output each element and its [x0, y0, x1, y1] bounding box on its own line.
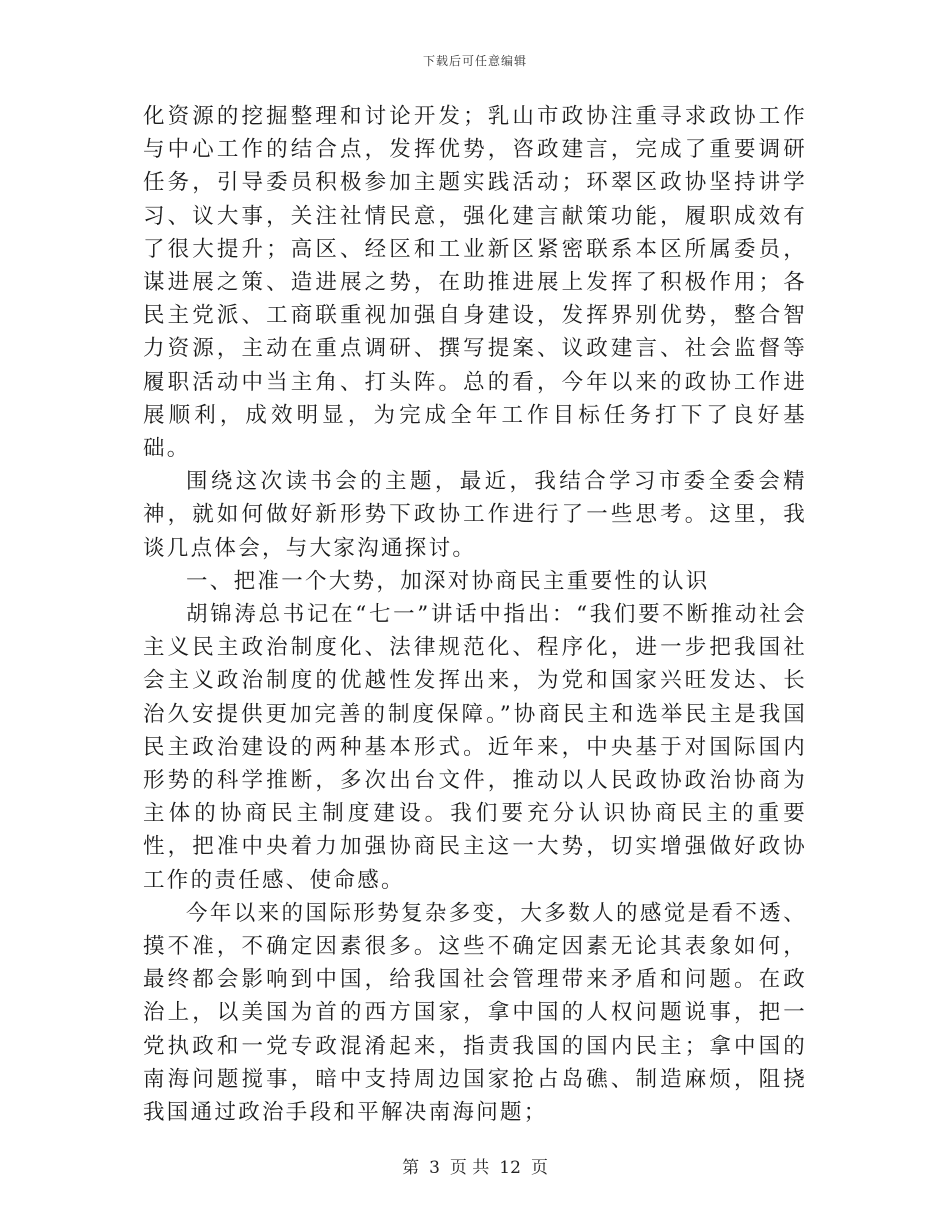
paragraph-quote: 胡锦涛总书记在“七一”讲话中指出：“我们要不断推动社会主义民主政治制度化、法律规范化、程序化，进一步把我国社会主义政治制度的优越性发挥出来，为党和国家兴旺发达、长治久安提供更加完善的制度保障。”协商民主和选举民主是我国民主政治建设的两种基本形式。近年来，中央基于对国际国内形势的科学推断，多次出台文件，推动以人民政协政治协商为主体的协商民主制度建设。我们要充分认识协商民主的重要性，把准中央着力加强协商民主这一大势，切实增强做好政协工作的责任感、使命感。 — [143, 602, 807, 893]
document-body — [143, 100, 807, 1129]
page-header-note: 下载后可任意编辑 — [422, 54, 527, 68]
section-heading: 一、把准一个大势，加深对协商民主重要性的认识 — [186, 568, 710, 594]
footer-prefix: 第 — [402, 1158, 420, 1178]
footer-suffix: 页 — [530, 1158, 548, 1178]
current-page-number: 3 — [429, 1158, 440, 1178]
footer-middle: 页 共 — [449, 1158, 490, 1178]
paragraph-continued: 化资源的挖掘整理和讨论开发；乳山市政协注重寻求政协工作与中心工作的结合点，发挥优势，咨政建言，完成了重要调研任务，引导委员积极参加主题实践活动；环翠区政协坚持讲学习、议大事，关注社情民意，强化建言献策功能，履职成效有了很大提升；高区、经区和工业新区紧密联系本区所属委员，谋进展之策、造进展之势，在助推进展上发挥了积极作用；各民主党派、工商联重视加强自身建设，发挥界别优势，整合智力资源，主动在重点调研、撰写提案、议政建言、社会监督等履职活动中当主角、打头阵。总的看，今年以来的政协工作进展顺利，成效明显，为完成全年工作目标任务打下了良好基础。 — [143, 104, 807, 462]
paragraph-intro: 围绕这次读书会的主题，最近，我结合学习市委全委会精神，就如何做好新形势下政协工作进行了一些思考。这里，我谈几点体会，与大家沟通探讨。 — [143, 469, 807, 561]
total-pages-number: 12 — [499, 1158, 521, 1178]
page-footer — [0, 1153, 950, 1178]
paragraph-international: 今年以来的国际形势复杂多变，大多数人的感觉是看不透、摸不准，不确定因素很多。这些不确定因素无论其表象如何，最终都会影响到中国，给我国社会管理带来矛盾和问题。在政治上，以美国为首的西方国家，拿中国的人权问题说事，把一党执政和一党专政混淆起来，指责我国的国内民主；拿中国的南海问题搅事，暗中支持周边国家抢占岛礁、制造麻烦，阻挠我国通过政治手段和平解决南海问题； — [143, 900, 807, 1126]
